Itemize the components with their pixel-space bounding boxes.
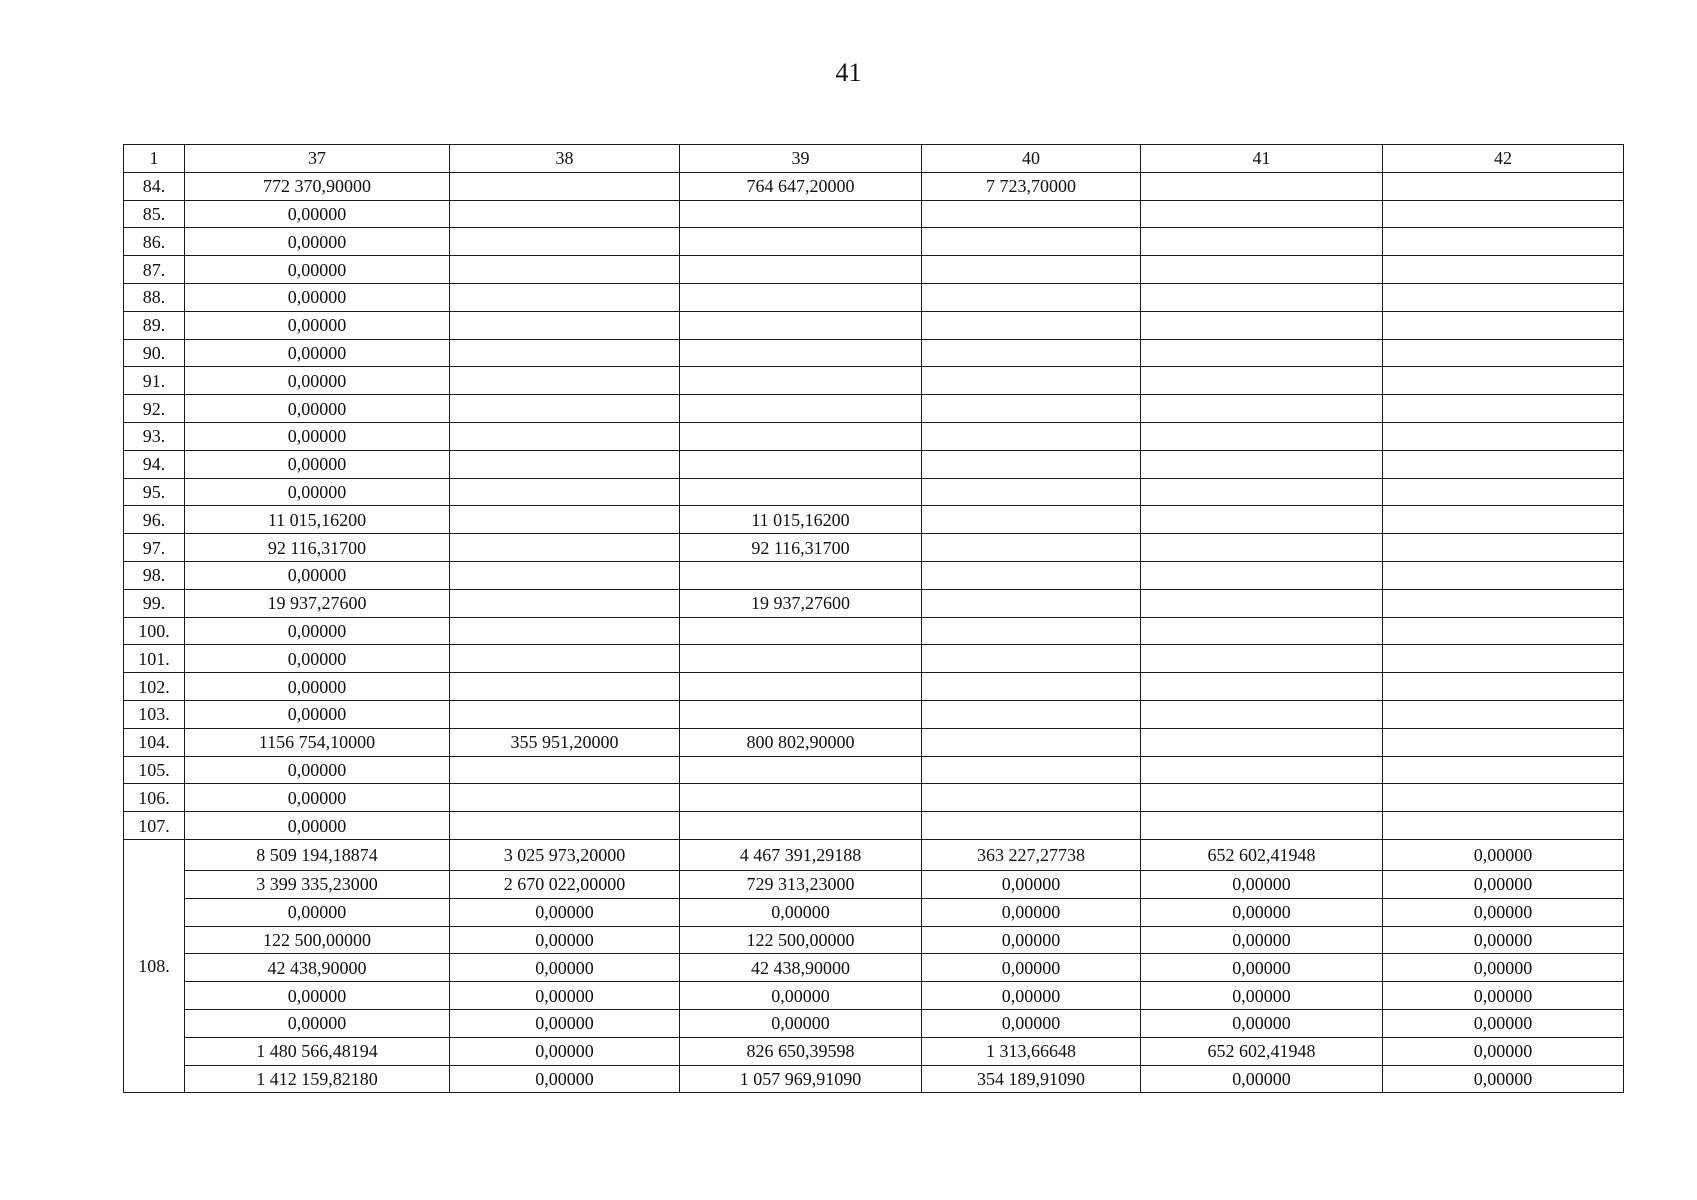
table-cell: 0,00000	[680, 982, 922, 1010]
table-cell	[922, 422, 1141, 450]
table-cell: 0,00000	[450, 1065, 680, 1093]
table-cell	[1141, 172, 1383, 200]
table-cell: 0,00000	[1383, 1009, 1624, 1037]
table-cell: 0,00000	[185, 478, 450, 506]
table-cell	[1141, 673, 1383, 701]
table-cell: 0,00000	[185, 228, 450, 256]
row-number-cell: 105.	[124, 756, 185, 784]
table-cell: 1 313,66648	[922, 1037, 1141, 1065]
table-cell: 0,00000	[1141, 898, 1383, 926]
row-number-cell: 92.	[124, 395, 185, 423]
table-cell: 3 399 335,23000	[185, 870, 450, 898]
data-table	[123, 144, 1624, 1093]
row-number-cell: 100.	[124, 617, 185, 645]
row-number-cell: 107.	[124, 812, 185, 840]
table-cell: 0,00000	[185, 756, 450, 784]
table-row	[124, 367, 1624, 395]
table-cell: 3 025 973,20000	[450, 839, 680, 870]
table-row	[124, 617, 1624, 645]
table-cell: 0,00000	[185, 700, 450, 728]
table-cell	[922, 311, 1141, 339]
table-cell	[450, 700, 680, 728]
table-cell	[680, 812, 922, 840]
table-cell	[922, 812, 1141, 840]
table-cell	[450, 478, 680, 506]
table-cell	[1141, 311, 1383, 339]
table-cell	[1141, 589, 1383, 617]
table-cell	[680, 395, 922, 423]
table-cell: 0,00000	[922, 954, 1141, 982]
table-cell: 4 467 391,29188	[680, 839, 922, 870]
table-cell	[450, 812, 680, 840]
table-cell	[450, 617, 680, 645]
group-row	[124, 898, 1624, 926]
table-cell	[450, 645, 680, 673]
row-number-cell: 87.	[124, 256, 185, 284]
table-row	[124, 534, 1624, 562]
table-cell	[1383, 256, 1624, 284]
table-cell: 0,00000	[1141, 954, 1383, 982]
header-cell: 38	[450, 145, 680, 173]
table-cell: 0,00000	[922, 870, 1141, 898]
row-number-cell: 89.	[124, 311, 185, 339]
table-cell	[1141, 534, 1383, 562]
table-row	[124, 200, 1624, 228]
table-cell	[922, 700, 1141, 728]
group-row	[124, 1037, 1624, 1065]
table-cell: 0,00000	[185, 784, 450, 812]
table-cell	[680, 617, 922, 645]
table-cell: 0,00000	[185, 339, 450, 367]
table-cell	[922, 784, 1141, 812]
table-cell	[1383, 756, 1624, 784]
table-cell	[450, 200, 680, 228]
table-cell	[922, 367, 1141, 395]
table-cell	[1141, 478, 1383, 506]
table-cell	[1141, 200, 1383, 228]
table-row	[124, 450, 1624, 478]
table-cell	[680, 756, 922, 784]
table-cell	[1383, 784, 1624, 812]
table-cell	[1141, 228, 1383, 256]
table-cell	[1141, 700, 1383, 728]
table-cell	[680, 478, 922, 506]
table-cell: 354 189,91090	[922, 1065, 1141, 1093]
table-row	[124, 673, 1624, 701]
table-row	[124, 256, 1624, 284]
table-cell: 0,00000	[185, 256, 450, 284]
table-cell: 1 480 566,48194	[185, 1037, 450, 1065]
table-cell	[1141, 339, 1383, 367]
table-cell: 0,00000	[1141, 926, 1383, 954]
table-cell: 42 438,90000	[185, 954, 450, 982]
table-cell	[450, 172, 680, 200]
table-cell	[1141, 422, 1383, 450]
table-cell	[1141, 450, 1383, 478]
group-row	[124, 1009, 1624, 1037]
table-cell: 0,00000	[450, 898, 680, 926]
table-cell	[922, 756, 1141, 784]
table-cell: 764 647,20000	[680, 172, 922, 200]
row-number-cell: 91.	[124, 367, 185, 395]
group-row	[124, 982, 1624, 1010]
table-cell: 0,00000	[1141, 1065, 1383, 1093]
row-number-cell: 104.	[124, 728, 185, 756]
table-cell	[1383, 728, 1624, 756]
table-cell	[680, 200, 922, 228]
table-body	[124, 145, 1624, 1093]
table-cell	[922, 339, 1141, 367]
table-cell: 0,00000	[1383, 982, 1624, 1010]
table-cell	[680, 422, 922, 450]
table-cell	[922, 617, 1141, 645]
table-cell	[1383, 339, 1624, 367]
table-cell: 0,00000	[185, 645, 450, 673]
table-cell	[1141, 283, 1383, 311]
table-cell: 0,00000	[1383, 1037, 1624, 1065]
table-cell	[922, 256, 1141, 284]
table-cell	[450, 561, 680, 589]
table-cell: 0,00000	[185, 422, 450, 450]
table-row	[124, 589, 1624, 617]
table-cell: 0,00000	[450, 926, 680, 954]
table-cell: 0,00000	[450, 982, 680, 1010]
table-cell	[680, 311, 922, 339]
table-cell	[450, 756, 680, 784]
table-cell	[1141, 645, 1383, 673]
table-cell: 0,00000	[450, 1037, 680, 1065]
table-cell	[922, 589, 1141, 617]
table-cell: 0,00000	[1141, 1009, 1383, 1037]
table-cell	[680, 450, 922, 478]
header-cell: 39	[680, 145, 922, 173]
row-number-cell: 103.	[124, 700, 185, 728]
table-cell	[1383, 422, 1624, 450]
table-cell	[1383, 812, 1624, 840]
table-cell	[1383, 561, 1624, 589]
table-cell	[1383, 450, 1624, 478]
table-row	[124, 728, 1624, 756]
group-row	[124, 870, 1624, 898]
table-cell: 0,00000	[185, 311, 450, 339]
table-cell	[1141, 506, 1383, 534]
table-row	[124, 172, 1624, 200]
table-cell: 19 937,27600	[185, 589, 450, 617]
table-cell: 0,00000	[1141, 982, 1383, 1010]
table-cell	[1141, 812, 1383, 840]
header-cell: 40	[922, 145, 1141, 173]
table-row	[124, 756, 1624, 784]
row-number-cell: 86.	[124, 228, 185, 256]
table-cell	[1383, 367, 1624, 395]
table-cell: 7 723,70000	[922, 172, 1141, 200]
table-row	[124, 311, 1624, 339]
table-cell	[680, 700, 922, 728]
table-cell: 0,00000	[185, 200, 450, 228]
table-cell: 772 370,90000	[185, 172, 450, 200]
table-cell	[922, 283, 1141, 311]
table-cell	[450, 256, 680, 284]
group-number-cell: 108.	[124, 839, 185, 1092]
table-cell: 0,00000	[450, 1009, 680, 1037]
table-cell	[1383, 172, 1624, 200]
table-cell	[922, 673, 1141, 701]
table-cell: 0,00000	[185, 673, 450, 701]
table-cell	[450, 395, 680, 423]
table-cell	[680, 283, 922, 311]
table-row	[124, 561, 1624, 589]
table-cell: 122 500,00000	[680, 926, 922, 954]
table-cell	[1383, 645, 1624, 673]
group-row	[124, 839, 1624, 870]
table-row	[124, 339, 1624, 367]
group-row	[124, 954, 1624, 982]
table-cell	[922, 200, 1141, 228]
table-cell: 1156 754,10000	[185, 728, 450, 756]
table-cell	[1141, 561, 1383, 589]
row-number-cell: 101.	[124, 645, 185, 673]
table-cell	[680, 228, 922, 256]
table-cell	[450, 311, 680, 339]
table-row	[124, 645, 1624, 673]
table-cell	[450, 283, 680, 311]
row-number-cell: 85.	[124, 200, 185, 228]
table-cell: 2 670 022,00000	[450, 870, 680, 898]
table-cell	[680, 339, 922, 367]
table-cell: 800 802,90000	[680, 728, 922, 756]
table-cell: 0,00000	[1383, 954, 1624, 982]
table-cell: 11 015,16200	[680, 506, 922, 534]
header-cell: 37	[185, 145, 450, 173]
table-cell: 729 313,23000	[680, 870, 922, 898]
page-number: 41	[835, 58, 862, 87]
table-cell: 0,00000	[185, 450, 450, 478]
table-row	[124, 784, 1624, 812]
table-cell: 0,00000	[1383, 1065, 1624, 1093]
table-row	[124, 700, 1624, 728]
row-number-cell: 93.	[124, 422, 185, 450]
table-cell	[1141, 728, 1383, 756]
table-cell: 0,00000	[185, 395, 450, 423]
table-row	[124, 812, 1624, 840]
table-cell: 0,00000	[185, 561, 450, 589]
table-cell	[680, 784, 922, 812]
table-cell	[450, 673, 680, 701]
table-cell: 0,00000	[1383, 839, 1624, 870]
table-cell: 826 650,39598	[680, 1037, 922, 1065]
table-cell	[922, 228, 1141, 256]
row-number-cell: 99.	[124, 589, 185, 617]
table-cell	[680, 367, 922, 395]
table-cell	[1383, 700, 1624, 728]
table-cell	[1383, 506, 1624, 534]
table-row	[124, 228, 1624, 256]
table-cell: 19 937,27600	[680, 589, 922, 617]
row-number-cell: 88.	[124, 283, 185, 311]
table-cell: 0,00000	[185, 1009, 450, 1037]
table-cell	[1141, 367, 1383, 395]
table-cell: 652 602,41948	[1141, 839, 1383, 870]
table-cell	[450, 367, 680, 395]
table-cell	[1383, 478, 1624, 506]
row-number-cell: 94.	[124, 450, 185, 478]
table-cell: 0,00000	[922, 898, 1141, 926]
row-number-cell: 102.	[124, 673, 185, 701]
table-cell: 0,00000	[922, 982, 1141, 1010]
table-cell	[1383, 228, 1624, 256]
table-cell	[1141, 395, 1383, 423]
table-cell	[922, 506, 1141, 534]
table-cell: 92 116,31700	[185, 534, 450, 562]
table-cell	[680, 673, 922, 701]
table-cell: 1 057 969,91090	[680, 1065, 922, 1093]
table-cell	[450, 534, 680, 562]
table-cell	[1141, 256, 1383, 284]
table-cell: 0,00000	[680, 1009, 922, 1037]
row-number-cell: 96.	[124, 506, 185, 534]
table-cell	[922, 534, 1141, 562]
table-cell	[1383, 311, 1624, 339]
table-cell	[1383, 395, 1624, 423]
row-number-cell: 106.	[124, 784, 185, 812]
table-cell	[922, 645, 1141, 673]
table-cell	[1383, 200, 1624, 228]
table-row	[124, 506, 1624, 534]
table-cell	[1141, 617, 1383, 645]
table-cell	[1383, 617, 1624, 645]
row-number-cell: 97.	[124, 534, 185, 562]
table-cell	[680, 561, 922, 589]
table-cell: 0,00000	[680, 898, 922, 926]
table-cell	[1141, 756, 1383, 784]
table-cell: 0,00000	[1383, 870, 1624, 898]
table-cell: 122 500,00000	[185, 926, 450, 954]
header-cell: 42	[1383, 145, 1624, 173]
table-cell: 0,00000	[185, 982, 450, 1010]
table-cell	[922, 395, 1141, 423]
table-cell: 0,00000	[185, 367, 450, 395]
table-cell	[680, 256, 922, 284]
table-cell	[450, 422, 680, 450]
table-row	[124, 422, 1624, 450]
table-cell	[450, 784, 680, 812]
table-cell	[1383, 534, 1624, 562]
table-cell: 1 412 159,82180	[185, 1065, 450, 1093]
table-cell	[922, 561, 1141, 589]
table-cell: 0,00000	[1141, 870, 1383, 898]
table-cell: 0,00000	[922, 926, 1141, 954]
table-cell	[450, 228, 680, 256]
table-cell	[922, 450, 1141, 478]
table-cell	[1141, 784, 1383, 812]
table-cell	[1383, 589, 1624, 617]
table-cell: 0,00000	[185, 898, 450, 926]
table-cell	[450, 339, 680, 367]
header-cell: 41	[1141, 145, 1383, 173]
table-cell	[1383, 673, 1624, 701]
table-cell: 0,00000	[922, 1009, 1141, 1037]
table-cell: 0,00000	[185, 812, 450, 840]
table-row	[124, 395, 1624, 423]
row-number-cell: 95.	[124, 478, 185, 506]
table-cell: 0,00000	[1383, 926, 1624, 954]
table-cell: 92 116,31700	[680, 534, 922, 562]
table-row	[124, 478, 1624, 506]
group-row	[124, 1065, 1624, 1093]
table-cell	[922, 478, 1141, 506]
table-cell: 652 602,41948	[1141, 1037, 1383, 1065]
table-cell	[922, 728, 1141, 756]
row-number-cell: 90.	[124, 339, 185, 367]
table-cell: 355 951,20000	[450, 728, 680, 756]
table-cell	[450, 589, 680, 617]
table-cell	[1383, 283, 1624, 311]
table-cell: 0,00000	[1383, 898, 1624, 926]
table-cell: 0,00000	[185, 617, 450, 645]
table-cell: 0,00000	[185, 283, 450, 311]
table-cell	[680, 645, 922, 673]
header-row	[124, 145, 1624, 173]
row-number-cell: 84.	[124, 172, 185, 200]
table-cell	[450, 506, 680, 534]
table-cell: 363 227,27738	[922, 839, 1141, 870]
table-cell: 11 015,16200	[185, 506, 450, 534]
table-cell	[450, 450, 680, 478]
header-cell: 1	[124, 145, 185, 173]
table-row	[124, 283, 1624, 311]
row-number-cell: 98.	[124, 561, 185, 589]
table-cell: 8 509 194,18874	[185, 839, 450, 870]
group-row	[124, 926, 1624, 954]
table-cell: 0,00000	[450, 954, 680, 982]
table-cell: 42 438,90000	[680, 954, 922, 982]
